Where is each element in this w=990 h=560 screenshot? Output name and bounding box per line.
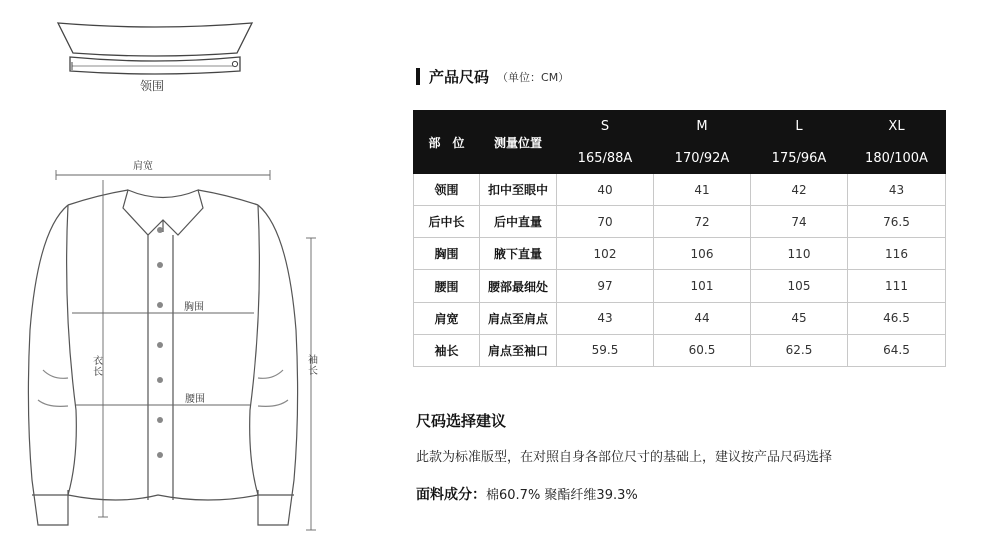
- size-value: 41: [654, 174, 751, 206]
- size-value: 116: [848, 238, 946, 270]
- table-row: [414, 302, 946, 334]
- chest-label: 胸围: [184, 302, 204, 313]
- fabric-value: 棉60.7% 聚酯纤维39.3%: [486, 488, 638, 503]
- row-position: 扣中至眼中: [480, 174, 557, 206]
- row-part: 胸围: [414, 238, 480, 270]
- length-label: 衣长: [93, 356, 103, 378]
- size-value: 110: [751, 238, 848, 270]
- header-spec: 170/92A: [654, 143, 751, 174]
- size-value: 43: [557, 302, 654, 334]
- size-value: 43: [848, 174, 946, 206]
- right-sleeve: [258, 205, 298, 525]
- size-value: 40: [557, 174, 654, 206]
- size-value: 72: [654, 206, 751, 238]
- size-value: 97: [557, 270, 654, 302]
- header-size: XL: [848, 111, 946, 143]
- header-part: 部 位: [414, 111, 480, 174]
- table-row: [414, 238, 946, 270]
- sleeve-label: 袖长: [308, 355, 318, 377]
- size-value: 102: [557, 238, 654, 270]
- size-chart-title: [416, 66, 569, 87]
- advice-title: 尺码选择建议: [416, 412, 507, 430]
- size-value: 64.5: [848, 334, 946, 366]
- table-row: [414, 174, 946, 206]
- table-row: [414, 206, 946, 238]
- header-spec: 165/88A: [557, 143, 654, 174]
- size-value: 45: [751, 302, 848, 334]
- size-value: 59.5: [557, 334, 654, 366]
- fabric-label: 面料成分：: [416, 487, 486, 503]
- advice-text: 此款为标准版型，在对照自身各部位尺寸的基础上，建议按产品尺码选择: [416, 450, 833, 465]
- shirt-diagram: [8, 150, 328, 535]
- size-value: 76.5: [848, 206, 946, 238]
- header-size: L: [751, 111, 848, 143]
- table-row: [414, 270, 946, 302]
- row-part: 腰围: [414, 270, 480, 302]
- collar-label: 领围: [140, 79, 165, 93]
- shirt-buttons: [157, 227, 163, 458]
- collar-bottom: [70, 57, 240, 74]
- size-value: 105: [751, 270, 848, 302]
- size-table: [413, 110, 946, 367]
- fabric-composition: [416, 484, 638, 504]
- size-value: 44: [654, 302, 751, 334]
- collar-band: [58, 23, 252, 56]
- size-value: 62.5: [751, 334, 848, 366]
- size-value: 106: [654, 238, 751, 270]
- row-position: 肩点至袖口: [480, 334, 557, 366]
- title-bar-marker: [416, 68, 420, 85]
- header-position: 测量位置: [480, 111, 557, 174]
- collar-diagram: [55, 15, 255, 75]
- shirt-hem: [68, 495, 258, 500]
- size-value: 60.5: [654, 334, 751, 366]
- size-chart-heading: 产品尺码: [429, 68, 490, 86]
- row-position: 腋下直量: [480, 238, 557, 270]
- header-size: M: [654, 111, 751, 143]
- size-value: 70: [557, 206, 654, 238]
- row-position: 后中直量: [480, 206, 557, 238]
- header-size: S: [557, 111, 654, 143]
- row-part: 后中长: [414, 206, 480, 238]
- row-position: 肩点至肩点: [480, 302, 557, 334]
- header-spec: 180/100A: [848, 143, 946, 174]
- shoulder-label: 肩宽: [133, 161, 153, 172]
- size-chart-unit: （单位：CM）: [497, 70, 570, 84]
- row-part: 肩宽: [414, 302, 480, 334]
- collar-buttonhole: [232, 61, 237, 66]
- row-position: 腰部最细处: [480, 270, 557, 302]
- row-part: 领围: [414, 174, 480, 206]
- size-value: 101: [654, 270, 751, 302]
- waist-label: 腰围: [185, 394, 205, 405]
- shirt-left-side: [67, 205, 77, 495]
- size-value: 46.5: [848, 302, 946, 334]
- header-spec: 175/96A: [751, 143, 848, 174]
- row-part: 袖长: [414, 334, 480, 366]
- size-value: 74: [751, 206, 848, 238]
- size-value: 111: [848, 270, 946, 302]
- left-sleeve: [28, 205, 68, 525]
- shirt-right-side: [250, 205, 260, 495]
- size-value: 42: [751, 174, 848, 206]
- table-row: [414, 334, 946, 366]
